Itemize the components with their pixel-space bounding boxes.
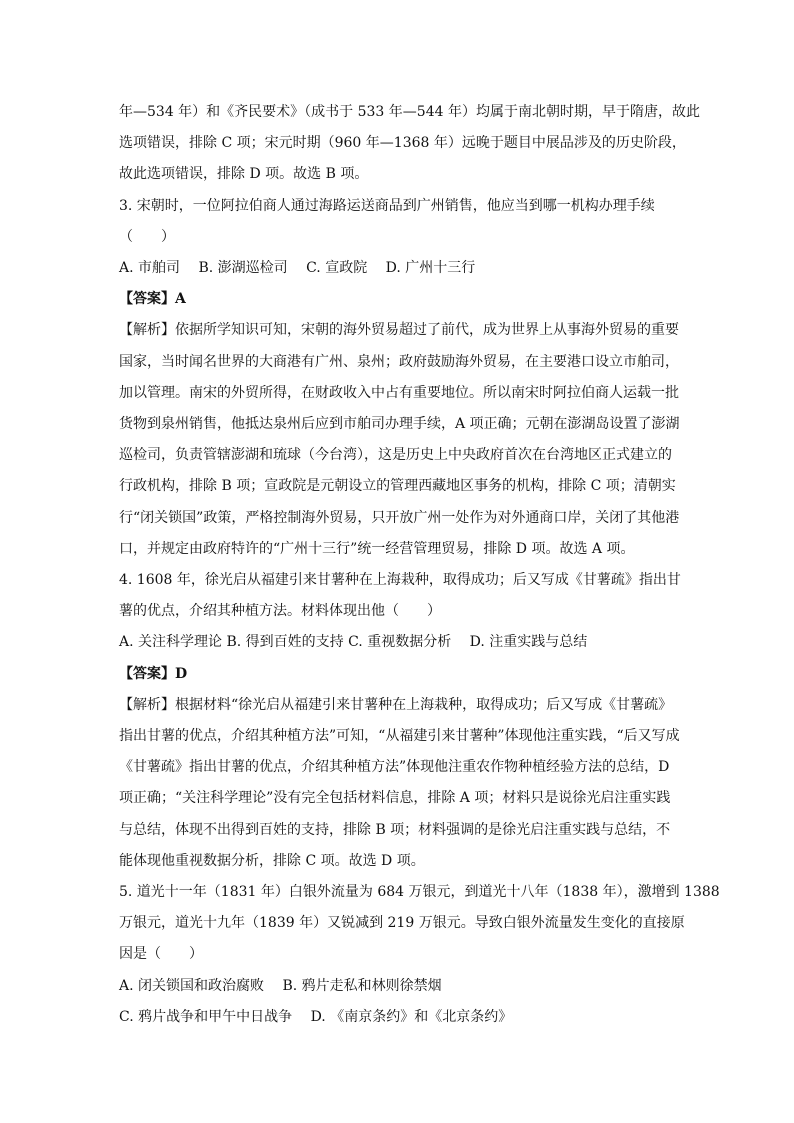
text-line: 年—534 年）和《齐民要术》（成书于 533 年—544 年）均属于南北朝时期，早于隋唐，故此 (119, 104, 700, 120)
analysis-line: 项正确；“关注科学理论”没有完全包括材料信息，排除 A 项；材料只是说徐光启注重实践 (119, 790, 671, 807)
question-stem: 3. 宋朝时，一位阿拉伯商人通过海路运送商品到广州销售，他应当到哪一机构办理手续 (119, 197, 655, 214)
question-stem: 薯的优点，介绍其种植方法。材料体现出他（ ） (119, 603, 441, 620)
analysis-line: 国家，当时闻名世界的大商港有广州、泉州；政府鼓励海外贸易，在主要港口设立市舶司， (119, 353, 679, 370)
analysis-line: 【解析】根据材料“徐光启从福建引来甘薯种在上海栽种，取得成功；后又写成《甘薯疏》 (119, 696, 673, 713)
question-options: C. 鸦片战争和甲午中日战争 D. 《南京条约》和《北京条约》 (119, 1008, 513, 1025)
analysis-line: 加以管理。南宋的外贸所得，在财政收入中占有重要地位。所以南宋时阿拉伯商人运载一批 (119, 384, 679, 401)
analysis-line: 行“闭关锁国”政策，严格控制海外贸易，只开放广州一处作为对外通商口岸，关闭了其他港 (119, 509, 680, 526)
analysis-line: 行政机构，排除 B 项；宣政院是元朝设立的管理西藏地区事务的机构，排除 C 项；清朝实 (119, 478, 676, 495)
question-4 (119, 565, 679, 877)
question-5 (119, 877, 720, 1033)
text-line: 选项错误，排除 C 项；宋元时期（960 年—1368 年）远晚于题目中展品涉及的历史阶段， (119, 135, 686, 152)
question-stem: 4. 1608 年，徐光启从福建引来甘薯种在上海栽种，取得成功；后又写成《甘薯疏》指出甘 (119, 572, 681, 589)
q2-analysis-tail (119, 97, 700, 191)
question-stem: （ ） (119, 228, 175, 245)
analysis-line: 口，并规定由政府特许的“广州十三行”统一经营管理贸易，排除 D 项。故选 A 项。 (119, 540, 635, 557)
analysis-line: 【解析】依据所学知识可知，宋朝的海外贸易超过了前代，成为世界上从事海外贸易的重要 (119, 322, 679, 339)
analysis-line: 与总结，体现不出得到百姓的支持，排除 B 项；材料强调的是徐光启注重实践与总结，不 (119, 821, 671, 838)
question-options: A. 闭关锁国和政治腐败 B. 鸦片走私和林则徐禁烟 (119, 977, 442, 994)
analysis-line: 《甘薯疏》指出甘薯的优点，介绍其种植方法”体现他注重农作物种植经验方法的总结，D (119, 759, 670, 776)
answer-label: 【答案】A (119, 291, 186, 308)
analysis-line: 巡检司，负责管辖澎湖和琉球（今台湾），这是历史上中央政府首次在台湾地区正式建立的 (119, 447, 672, 464)
document-body (119, 97, 720, 1033)
question-stem: 5. 道光十一年（1831 年）白银外流量为 684 万银元，到道光十八年（1838 年），激增到 1388 (119, 884, 720, 901)
question-options: A. 关注科学理论 B. 得到百姓的支持 C. 重视数据分析 D. 注重实践与总结 (119, 634, 588, 651)
text-line: 故此选项错误，排除 D 项。故选 B 项。 (119, 166, 369, 183)
question-stem: 因是（ ） (119, 946, 203, 963)
analysis-line: 货物到泉州销售，他抵达泉州后应到市舶司办理手续，A 项正确；元朝在澎湖岛设置了澎湖 (119, 416, 680, 433)
analysis-line: 能体现他重视数据分析，排除 C 项。故选 D 项。 (119, 852, 425, 869)
answer-label: 【答案】D (119, 665, 188, 682)
question-3 (119, 191, 679, 565)
analysis-line: 指出甘薯的优点，介绍其种植方法”可知，“从福建引来甘薯种”体现他注重实践，“后又写成 (119, 728, 680, 745)
question-options: A. 市舶司 B. 澎湖巡检司 C. 宣政院 D. 广州十三行 (119, 260, 476, 277)
question-stem: 万银元，道光十九年（1839 年）又锐减到 219 万银元。导致白银外流量发生变化的直接原 (119, 915, 685, 932)
